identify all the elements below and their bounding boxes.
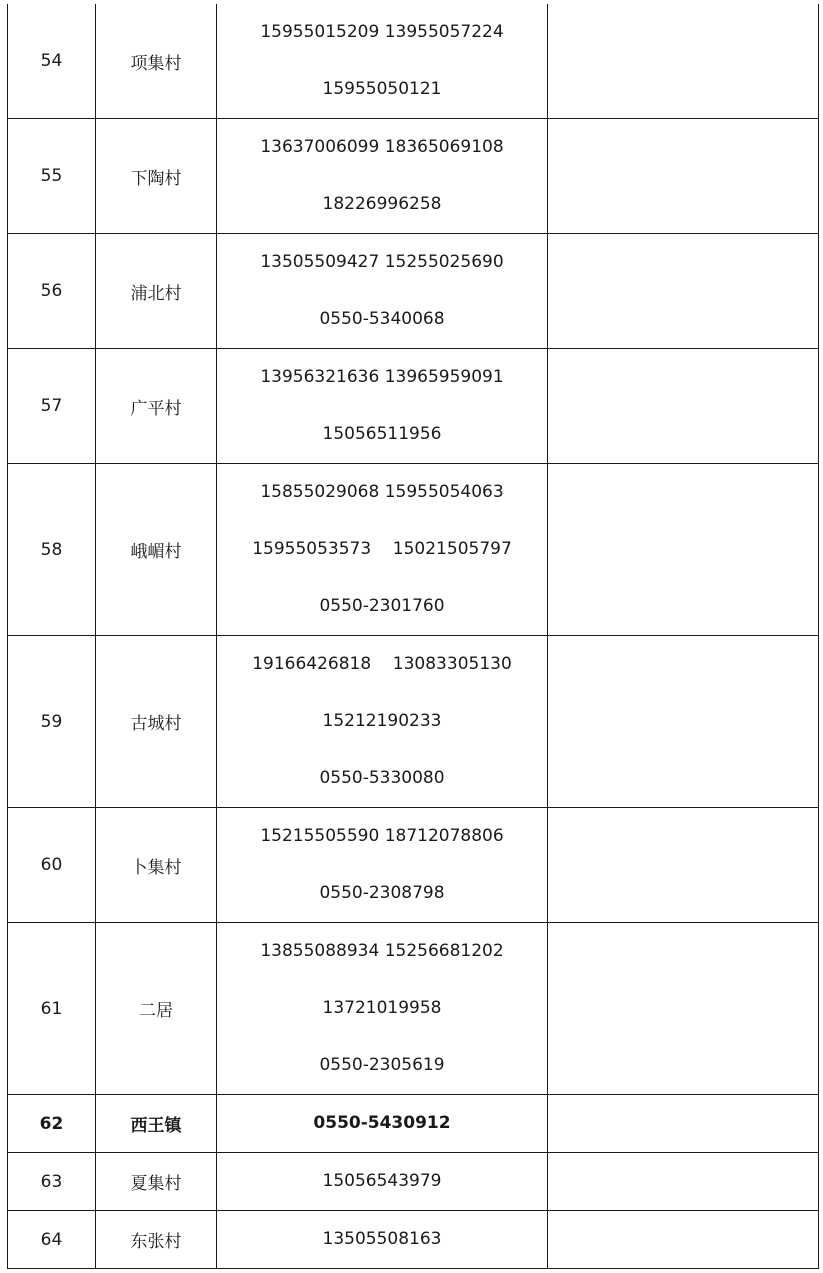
row-number: 59 — [8, 636, 96, 808]
table-row — [8, 808, 819, 923]
note-cell — [548, 464, 819, 636]
row-number: 62 — [8, 1095, 96, 1153]
table-row — [8, 119, 819, 234]
village-name: 二居 — [96, 923, 217, 1095]
table-row — [8, 1153, 819, 1211]
row-number: 56 — [8, 234, 96, 349]
phone-cell — [217, 119, 548, 234]
village-name: 西王镇 — [96, 1095, 217, 1153]
village-name: 广平村 — [96, 349, 217, 464]
table-row — [8, 4, 819, 119]
table-row — [8, 349, 819, 464]
phone-cell — [217, 4, 548, 119]
table-row — [8, 234, 819, 349]
phone-number: 0550-2301760 — [319, 596, 445, 616]
table-row — [8, 1211, 819, 1269]
phone-cell — [217, 636, 548, 808]
phone-number: 15056511956 — [322, 424, 442, 444]
note-cell — [548, 349, 819, 464]
phone-cell — [217, 349, 548, 464]
row-number: 64 — [8, 1211, 96, 1269]
table-row — [8, 464, 819, 636]
phone-number: 15955050121 — [322, 79, 442, 99]
phone-number: 15855029068 15955054063 — [260, 482, 504, 502]
village-name: 卜集村 — [96, 808, 217, 923]
phone-number: 18226996258 — [322, 194, 442, 214]
phone-number: 0550-5340068 — [319, 309, 445, 329]
note-cell — [548, 808, 819, 923]
village-name: 东张村 — [96, 1211, 217, 1269]
phone-number: 13956321636 13965959091 — [260, 367, 504, 387]
row-number: 57 — [8, 349, 96, 464]
phone-number: 15955053573 15021505797 — [252, 539, 512, 559]
note-cell — [548, 234, 819, 349]
phone-cell — [217, 1211, 548, 1269]
note-cell — [548, 119, 819, 234]
phone-number: 19166426818 13083305130 — [252, 654, 512, 674]
row-number: 61 — [8, 923, 96, 1095]
phone-cell — [217, 234, 548, 349]
phone-cell — [217, 464, 548, 636]
note-cell — [548, 636, 819, 808]
phone-number: 0550-2308798 — [319, 883, 445, 903]
phone-cell — [217, 1095, 548, 1153]
table-body — [8, 4, 819, 1269]
phone-number: 13505508163 — [322, 1229, 442, 1249]
village-name: 峨嵋村 — [96, 464, 217, 636]
note-cell — [548, 1095, 819, 1153]
note-cell — [548, 923, 819, 1095]
phone-number: 13505509427 15255025690 — [260, 252, 504, 272]
village-name: 古城村 — [96, 636, 217, 808]
village-name: 夏集村 — [96, 1153, 217, 1211]
village-name: 浦北村 — [96, 234, 217, 349]
phone-number: 0550-5430912 — [313, 1113, 451, 1133]
row-number: 60 — [8, 808, 96, 923]
phone-number: 13855088934 15256681202 — [260, 941, 504, 961]
phone-number: 15056543979 — [322, 1171, 442, 1191]
note-cell — [548, 4, 819, 119]
table-row — [8, 923, 819, 1095]
phone-cell — [217, 808, 548, 923]
phone-number: 15955015209 13955057224 — [260, 22, 504, 42]
phone-cell — [217, 1153, 548, 1211]
phone-number: 13637006099 18365069108 — [260, 137, 504, 157]
row-number: 54 — [8, 4, 96, 119]
village-name: 下陶村 — [96, 119, 217, 234]
phone-number: 13721019958 — [322, 998, 442, 1018]
row-number: 63 — [8, 1153, 96, 1211]
contact-table — [7, 4, 819, 1269]
phone-number: 0550-2305619 — [319, 1055, 445, 1075]
row-number: 55 — [8, 119, 96, 234]
phone-number: 15215505590 18712078806 — [260, 826, 504, 846]
phone-cell — [217, 923, 548, 1095]
phone-number: 15212190233 — [322, 711, 442, 731]
table-row — [8, 636, 819, 808]
village-name: 项集村 — [96, 4, 217, 119]
note-cell — [548, 1153, 819, 1211]
row-number: 58 — [8, 464, 96, 636]
table-row — [8, 1095, 819, 1153]
note-cell — [548, 1211, 819, 1269]
phone-number: 0550-5330080 — [319, 768, 445, 788]
